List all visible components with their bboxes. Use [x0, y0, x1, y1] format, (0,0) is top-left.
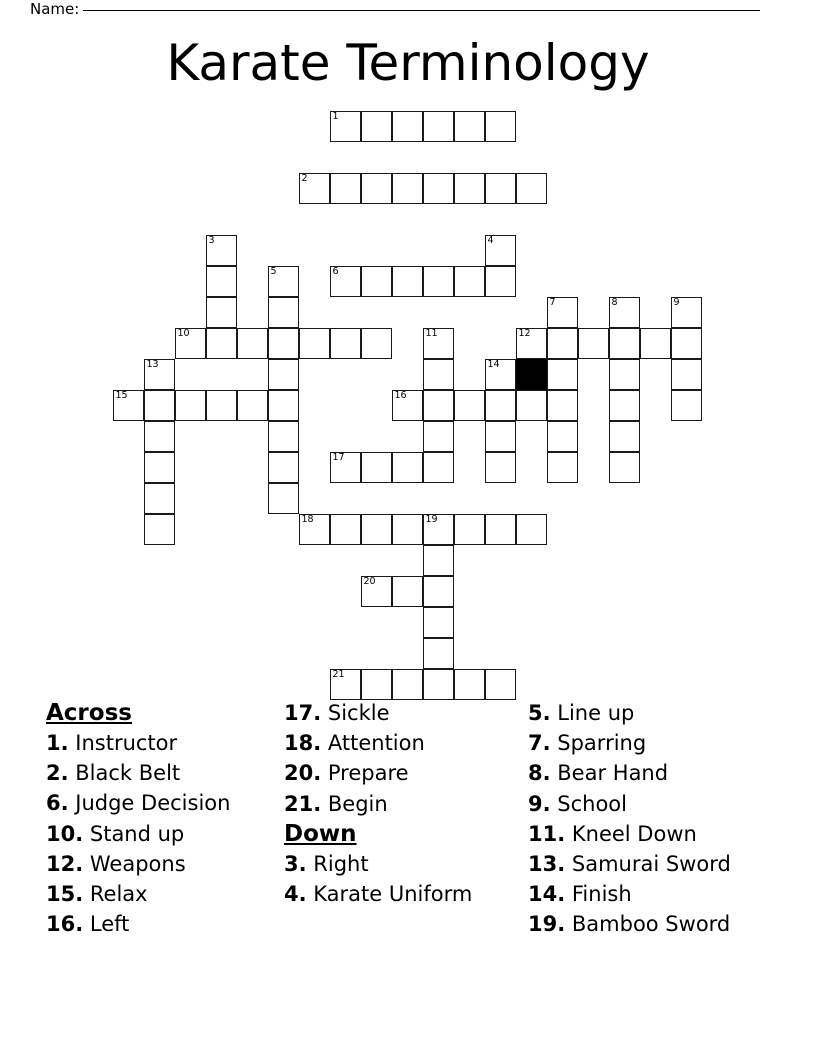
grid-cell[interactable]: [609, 421, 640, 452]
across-heading: Across: [46, 700, 132, 726]
grid-cell[interactable]: [454, 173, 485, 204]
clue-number: 7.: [528, 731, 551, 756]
clue-text: Karate Uniform: [306, 882, 473, 907]
grid-cell[interactable]: [361, 576, 392, 607]
clue-column-2: [240, 698, 480, 909]
grid-cell[interactable]: [330, 669, 361, 700]
clue-number: 14.: [528, 882, 566, 907]
grid-cell[interactable]: [454, 111, 485, 142]
grid-cell[interactable]: [423, 328, 454, 359]
grid-cell-number: 12: [518, 328, 531, 339]
clue-text: Sickle: [321, 701, 390, 725]
grid-cell[interactable]: [516, 173, 547, 204]
clue-column-2-down-items: [284, 849, 480, 909]
grid-cell[interactable]: [547, 297, 578, 328]
grid-cell[interactable]: [640, 328, 671, 359]
grid-cell[interactable]: [423, 545, 454, 576]
grid-cell[interactable]: [454, 514, 485, 545]
clue-item: [528, 789, 770, 819]
grid-cell-number: 7: [549, 297, 556, 308]
grid-cell[interactable]: [299, 514, 330, 545]
grid-block-cell: [516, 359, 547, 390]
grid-cell[interactable]: [671, 297, 702, 328]
clue-item: [46, 819, 240, 849]
grid-cell[interactable]: [392, 514, 423, 545]
clue-number: 19.: [528, 912, 566, 937]
clue-item: [46, 849, 240, 879]
clue-text: Begin: [321, 791, 388, 816]
grid-cell[interactable]: [392, 390, 423, 421]
grid-cell-number: 20: [363, 576, 376, 587]
clue-number: 16.: [46, 912, 84, 937]
clue-number: 8.: [528, 761, 551, 786]
grid-cell[interactable]: [547, 359, 578, 390]
grid-cell[interactable]: [268, 421, 299, 452]
clue-text: School: [550, 791, 627, 816]
clue-column-3-down-items: [528, 698, 770, 940]
grid-cell[interactable]: [671, 359, 702, 390]
grid-cell-number: 2: [301, 173, 308, 184]
grid-cell[interactable]: [206, 266, 237, 297]
grid-cell-number: 17: [332, 452, 345, 463]
clue-number: 12.: [46, 851, 84, 876]
grid-cell-number: 9: [673, 297, 680, 308]
clue-text: Judge Decision: [68, 791, 231, 816]
grid-cell-number: 14: [487, 359, 500, 370]
grid-cell[interactable]: [268, 297, 299, 328]
clue-number: 10.: [46, 821, 84, 846]
clue-text: Relax: [83, 882, 148, 907]
grid-cell[interactable]: [144, 421, 175, 452]
grid-cell-number: 16: [394, 390, 407, 401]
clue-item: [46, 788, 240, 818]
clue-number: 17.: [284, 701, 322, 725]
grid-cell[interactable]: [485, 514, 516, 545]
clue-text: Prepare: [321, 761, 409, 786]
grid-cell[interactable]: [423, 607, 454, 638]
grid-cell[interactable]: [609, 328, 640, 359]
grid-cell[interactable]: [547, 452, 578, 483]
clue-text: Sparring: [550, 731, 647, 756]
clue-number: 9.: [528, 791, 551, 816]
clue-lists: [0, 698, 816, 1028]
clue-column-3: [480, 698, 770, 940]
grid-cell[interactable]: [516, 328, 547, 359]
clue-item: [528, 698, 770, 728]
grid-cell[interactable]: [361, 452, 392, 483]
clue-item: [284, 849, 480, 879]
grid-cell[interactable]: [175, 328, 206, 359]
grid-cell[interactable]: [361, 514, 392, 545]
clue-item: [284, 879, 480, 909]
grid-cell-number: 19: [425, 514, 438, 525]
grid-cell-number: 11: [425, 328, 438, 339]
name-label: Name:: [30, 0, 80, 18]
clue-text: Right: [306, 851, 369, 876]
grid-cell[interactable]: [547, 390, 578, 421]
clue-text: Finish: [565, 882, 632, 907]
clue-number: 21.: [284, 791, 322, 816]
grid-cell[interactable]: [516, 514, 547, 545]
grid-cell[interactable]: [392, 266, 423, 297]
grid-cell[interactable]: [423, 173, 454, 204]
grid-cell[interactable]: [547, 421, 578, 452]
grid-cell[interactable]: [485, 173, 516, 204]
grid-cell[interactable]: [330, 514, 361, 545]
clue-number: 15.: [46, 882, 84, 907]
grid-cell-number: 6: [332, 266, 339, 277]
grid-cell-number: 18: [301, 514, 314, 525]
grid-cell[interactable]: [485, 390, 516, 421]
clue-number: 6.: [46, 791, 69, 816]
grid-cell[interactable]: [175, 390, 206, 421]
grid-cell[interactable]: [485, 235, 516, 266]
grid-cell-number: 13: [146, 359, 159, 370]
grid-cell[interactable]: [423, 452, 454, 483]
clue-column-2-across-items: [284, 698, 480, 819]
clue-item: [528, 758, 770, 788]
grid-cell[interactable]: [268, 483, 299, 514]
grid-cell[interactable]: [268, 359, 299, 390]
grid-cell[interactable]: [671, 328, 702, 359]
grid-cell[interactable]: [454, 669, 485, 700]
clue-text: Samurai Sword: [565, 852, 731, 877]
grid-cell[interactable]: [485, 359, 516, 390]
grid-cell[interactable]: [330, 173, 361, 204]
grid-cell[interactable]: [423, 638, 454, 669]
grid-cell[interactable]: [144, 390, 175, 421]
grid-cell[interactable]: [609, 297, 640, 328]
grid-cell[interactable]: [392, 111, 423, 142]
grid-cell[interactable]: [423, 390, 454, 421]
grid-cell[interactable]: [361, 328, 392, 359]
grid-cell[interactable]: [144, 452, 175, 483]
clue-number: 11.: [528, 821, 566, 846]
clue-item: [528, 849, 770, 879]
clue-item: [46, 728, 240, 758]
grid-cell[interactable]: [423, 514, 454, 545]
grid-cell[interactable]: [578, 328, 609, 359]
grid-cell[interactable]: [361, 111, 392, 142]
clue-item: [528, 879, 770, 909]
grid-cell[interactable]: [609, 390, 640, 421]
grid-cell[interactable]: [206, 297, 237, 328]
grid-cell[interactable]: [268, 452, 299, 483]
clue-text: Attention: [321, 731, 425, 756]
grid-cell[interactable]: [516, 390, 547, 421]
grid-cell-number: 1: [332, 111, 339, 122]
grid-cell[interactable]: [144, 514, 175, 545]
clue-number: 5.: [528, 701, 551, 725]
grid-cell-number: 4: [487, 235, 494, 246]
clue-item: [284, 698, 480, 728]
grid-cell[interactable]: [423, 266, 454, 297]
grid-cell[interactable]: [392, 452, 423, 483]
grid-cell[interactable]: [361, 669, 392, 700]
grid-cell[interactable]: [423, 111, 454, 142]
clue-number: 20.: [284, 761, 322, 786]
page-title: Karate Terminology: [166, 34, 650, 92]
grid-cell[interactable]: [392, 576, 423, 607]
clue-number: 18.: [284, 731, 322, 756]
grid-cell[interactable]: [330, 111, 361, 142]
grid-cell[interactable]: [423, 576, 454, 607]
grid-cell[interactable]: [485, 266, 516, 297]
grid-cell[interactable]: [144, 483, 175, 514]
clue-item: [528, 819, 770, 849]
grid-cell[interactable]: [547, 328, 578, 359]
grid-cell[interactable]: [671, 390, 702, 421]
grid-cell[interactable]: [268, 328, 299, 359]
grid-cell[interactable]: [330, 266, 361, 297]
grid-cell[interactable]: [206, 328, 237, 359]
clue-number: 2.: [46, 761, 69, 786]
grid-cell-number: 21: [332, 669, 345, 680]
clue-text: Kneel Down: [565, 821, 697, 846]
grid-cell[interactable]: [206, 235, 237, 266]
clue-item: [46, 879, 240, 909]
grid-cell[interactable]: [423, 669, 454, 700]
clue-text: Bamboo Sword: [565, 912, 731, 937]
clue-column-1-items: [46, 728, 240, 939]
grid-cell[interactable]: [299, 328, 330, 359]
grid-cell[interactable]: [485, 111, 516, 142]
clue-number: 4.: [284, 882, 307, 907]
grid-cell[interactable]: [144, 359, 175, 390]
grid-cell[interactable]: [361, 266, 392, 297]
grid-cell[interactable]: [454, 266, 485, 297]
grid-cell[interactable]: [485, 421, 516, 452]
clue-column-1: [0, 698, 240, 939]
grid-cell[interactable]: [299, 173, 330, 204]
grid-cell[interactable]: [237, 390, 268, 421]
grid-cell[interactable]: [454, 390, 485, 421]
grid-cell-number: 15: [115, 390, 128, 401]
clue-text: Black Belt: [68, 761, 181, 786]
clue-item: [284, 758, 480, 788]
grid-cell[interactable]: [423, 359, 454, 390]
grid-cell[interactable]: [268, 266, 299, 297]
clue-number: 13.: [528, 852, 566, 877]
grid-cell[interactable]: [330, 452, 361, 483]
clue-item: [46, 909, 240, 939]
down-heading: Down: [284, 820, 357, 847]
clue-item: [284, 789, 480, 819]
grid-cell[interactable]: [609, 359, 640, 390]
clue-item: [528, 728, 770, 758]
clue-text: Line up: [550, 701, 635, 725]
grid-cell[interactable]: [423, 421, 454, 452]
grid-cell[interactable]: [268, 390, 299, 421]
clue-text: Stand up: [83, 821, 185, 846]
grid-cell[interactable]: [609, 452, 640, 483]
clue-item: [528, 909, 770, 939]
clue-item: [46, 758, 240, 788]
grid-cell-number: 8: [611, 297, 618, 308]
grid-cell[interactable]: [237, 328, 268, 359]
clue-item: [284, 728, 480, 758]
grid-cell[interactable]: [206, 390, 237, 421]
clue-text: Bear Hand: [550, 761, 669, 786]
grid-cell[interactable]: [485, 452, 516, 483]
grid-cell-number: 3: [208, 235, 215, 246]
clue-text: Instructor: [68, 731, 178, 755]
grid-cell[interactable]: [392, 173, 423, 204]
clue-number: 1.: [46, 731, 69, 755]
grid-cell[interactable]: [113, 390, 144, 421]
grid-cell[interactable]: [330, 328, 361, 359]
grid-cell-number: 10: [177, 328, 190, 339]
clue-text: Weapons: [83, 851, 186, 876]
grid-cell[interactable]: [361, 173, 392, 204]
clue-number: 3.: [284, 851, 307, 876]
clue-text: Left: [83, 912, 130, 937]
grid-cell[interactable]: [485, 669, 516, 700]
grid-cell[interactable]: [392, 669, 423, 700]
grid-cell-number: 5: [270, 266, 277, 277]
